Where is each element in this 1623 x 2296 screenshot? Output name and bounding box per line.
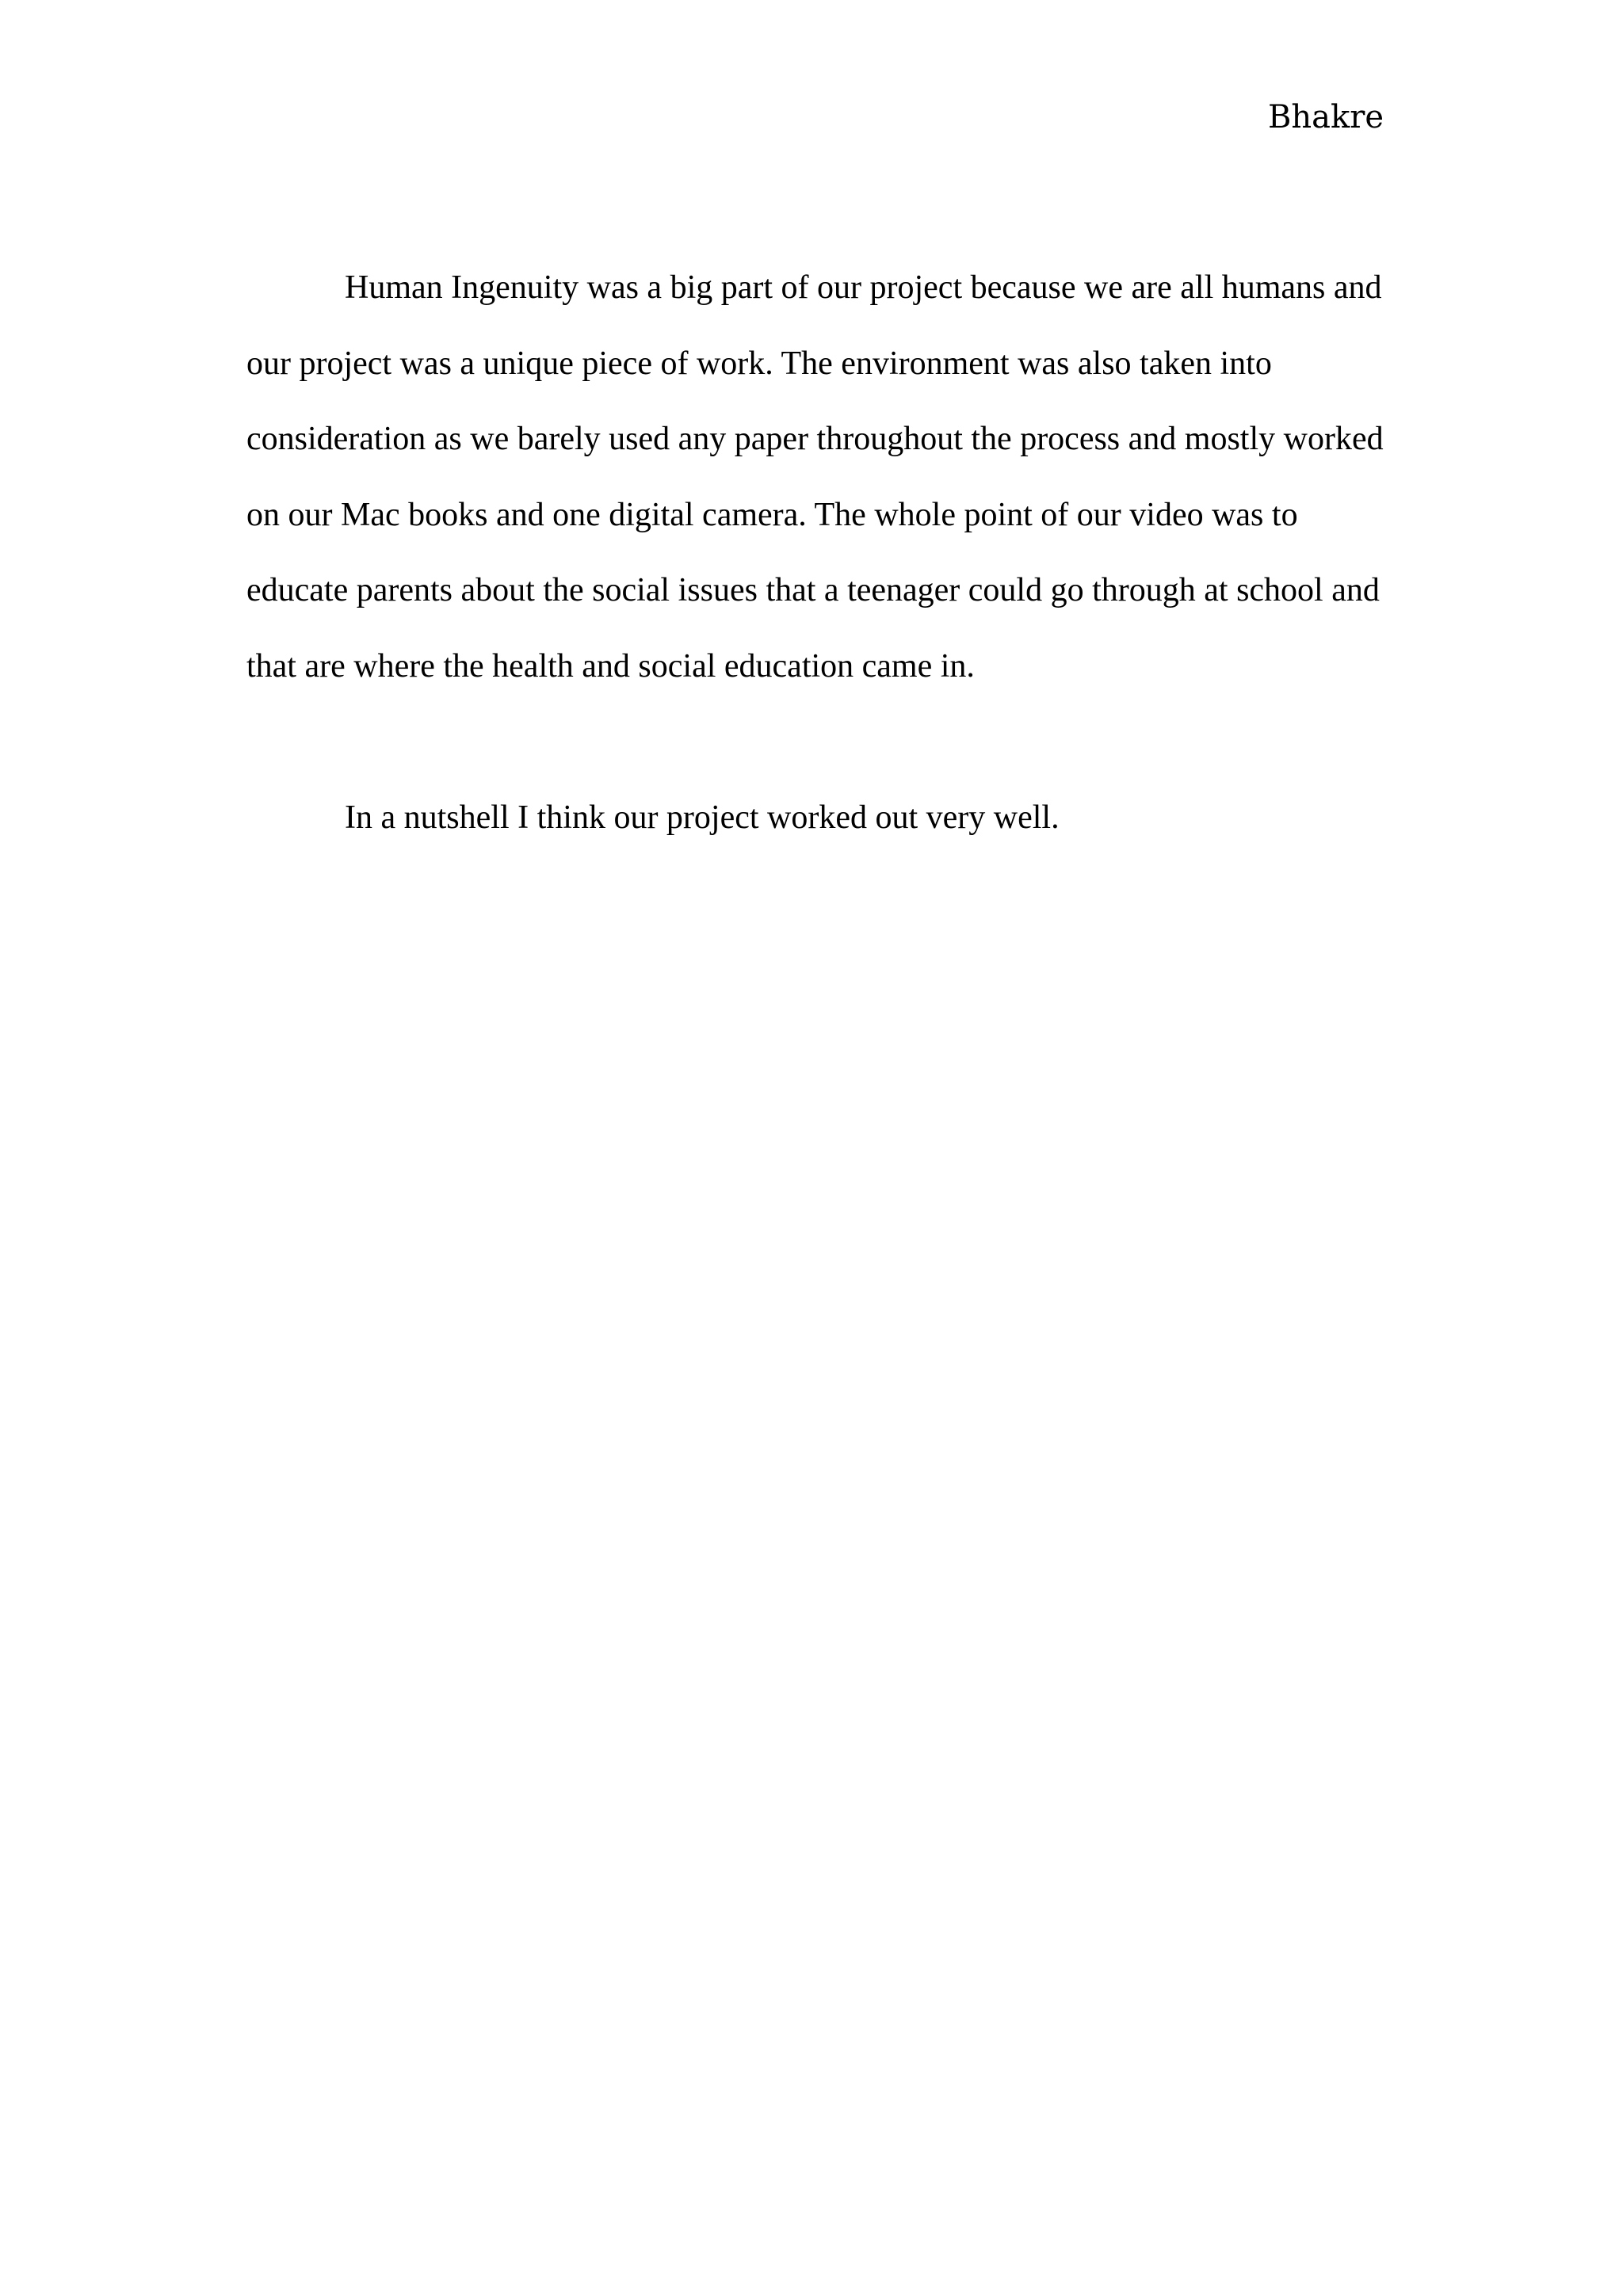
paragraph-line: consideration as we barely used any paper throughout the process and mostly worked bbox=[246, 421, 1384, 457]
paragraph-line: our project was a unique piece of work. The environment was also taken into bbox=[246, 345, 1272, 382]
paragraph-conclusion bbox=[246, 780, 1388, 856]
paragraph-spacer bbox=[246, 704, 1388, 780]
paragraph-human-ingenuity bbox=[246, 250, 1388, 704]
paragraph-line: In a nutshell I think our project worked out very well. bbox=[345, 799, 1060, 836]
paragraph-line: Human Ingenuity was a big part of our project because we are all humans and bbox=[345, 269, 1382, 306]
body-text bbox=[246, 250, 1388, 856]
header-surname: Bhakre bbox=[1267, 99, 1384, 135]
paragraph-line: that are where the health and social education came in. bbox=[246, 647, 975, 685]
paragraph-line: educate parents about the social issues that a teenager could go through at school and bbox=[246, 572, 1380, 608]
paragraph-line: on our Mac books and one digital camera. The whole point of our video was to bbox=[246, 496, 1298, 533]
